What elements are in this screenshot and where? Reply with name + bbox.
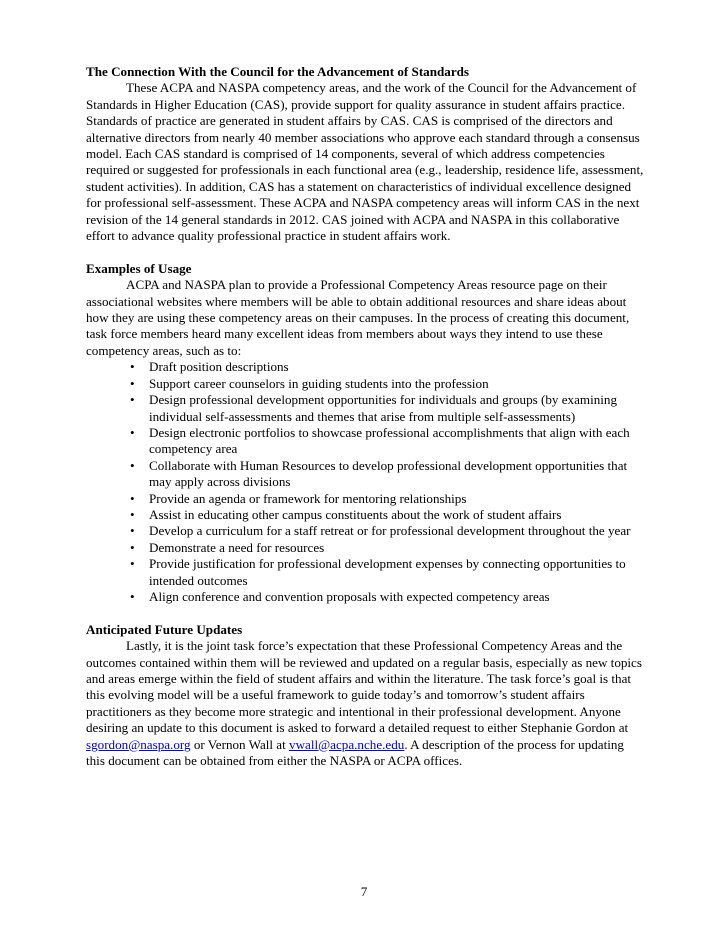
section-body-usage: ACPA and NASPA plan to provide a Professional Competency Areas resource page on their associational websites where members will be able to obtain additional resources and share ideas about how they are using these competency areas on their campuses. In the process of creating this document, task force members heard many excellent ideas from members about ways they intend to use these competency areas, such as to: bbox=[86, 277, 630, 358]
list-item: • Develop a curriculum for a staff retreat or for professional development throughout the year bbox=[130, 523, 631, 539]
email-link-vwall[interactable]: vwall@acpa.nche.edu bbox=[289, 736, 405, 752]
bullet-icon: • bbox=[130, 359, 135, 375]
usage-bullet-list bbox=[86, 359, 646, 605]
bullet-icon: • bbox=[130, 457, 135, 473]
list-item: • Provide an agenda or framework for mentoring relationships bbox=[130, 490, 467, 506]
bullet-icon: • bbox=[130, 523, 135, 539]
page-number: 7 bbox=[360, 884, 368, 899]
email-link-sgordon[interactable]: sgordon@naspa.org bbox=[86, 736, 191, 752]
section-body-cas: These ACPA and NASPA competency areas, and the work of the Council for the Advancement of Standards in Higher Education (CAS), provide support for quality assurance in student affairs practice. Standards of practice are generated in student affairs by CAS. CAS is comprised of the directors and alternative directors from nearly 40 member associations who approve each standard through a consensus model. Each CAS standard is comprised of 14 components, several of which address competencies required or suggested for professionals in each functional area (e.g., leadership, residence life, assessment, student activities). In addition, CAS has a statement on characteristics of individual excellence designed for professional self-assessment. These ACPA and NASPA competency areas will inform CAS in the next revision of the 14 general standards in 2012. CAS joined with ACPA and NASPA in this collaborative effort to advance quality professional practice in student affairs work. bbox=[86, 80, 644, 244]
section-cas bbox=[86, 64, 646, 244]
bullet-icon: • bbox=[130, 392, 135, 408]
bullet-icon: • bbox=[130, 556, 135, 572]
list-item: • Draft position descriptions bbox=[130, 359, 289, 375]
section-heading-cas: The Connection With the Council for the Advancement of Standards bbox=[86, 64, 470, 79]
list-item: • Design professional development opportunities for individuals and groups (by examining individual self-assessments and themes that arise from multiple self-assessments) bbox=[130, 392, 618, 424]
section-updates bbox=[86, 622, 646, 770]
list-item: • Provide justification for professional development expenses by connecting opportunities to intended outcomes bbox=[130, 556, 626, 588]
bullet-icon: • bbox=[130, 588, 135, 604]
bullet-icon: • bbox=[130, 539, 135, 555]
bullet-icon: • bbox=[130, 375, 135, 391]
bullet-icon: • bbox=[130, 424, 135, 440]
section-heading-updates: Anticipated Future Updates bbox=[86, 621, 243, 637]
list-item: • Collaborate with Human Resources to develop professional development opportunities that may apply across divisions bbox=[130, 457, 628, 490]
list-item: • Demonstrate a need for resources bbox=[130, 539, 325, 555]
section-usage bbox=[86, 261, 646, 606]
page-content bbox=[86, 64, 646, 786]
bullet-icon: • bbox=[130, 490, 135, 506]
list-item: • Align conference and convention proposals with expected competency areas bbox=[130, 588, 550, 604]
list-item: • Design electronic portfolios to showcase professional accomplishments that align with each competency area bbox=[130, 424, 630, 457]
section-body-updates: Lastly, it is the joint task force’s expectation that these Professional Competency Areas and the outcomes contained within them will be reviewed and updated on a regular basis, especially as new topics and areas emerge within the field of student affairs and within the literature. The task force’s goal is that this evolving model will be a useful framework to guide today’s and tomorrow’s student affairs practitioners as they become more strategic and intentional in their professional development. Anyone desiring an update to this document is asked to forward a detailed request to either Stephanie Gordon at sgordon@naspa.org or Vernon Wall at vwall@acpa.nche.edu. A description of the process for updating this document can be obtained from either the NASPA or ACPA offices. bbox=[86, 638, 642, 769]
section-heading-usage: Examples of Usage bbox=[86, 260, 192, 276]
bullet-icon: • bbox=[130, 506, 135, 522]
list-item: • Assist in educating other campus constituents about the work of student affairs bbox=[130, 506, 562, 522]
list-item: • Support career counselors in guiding students into the profession bbox=[130, 375, 489, 391]
